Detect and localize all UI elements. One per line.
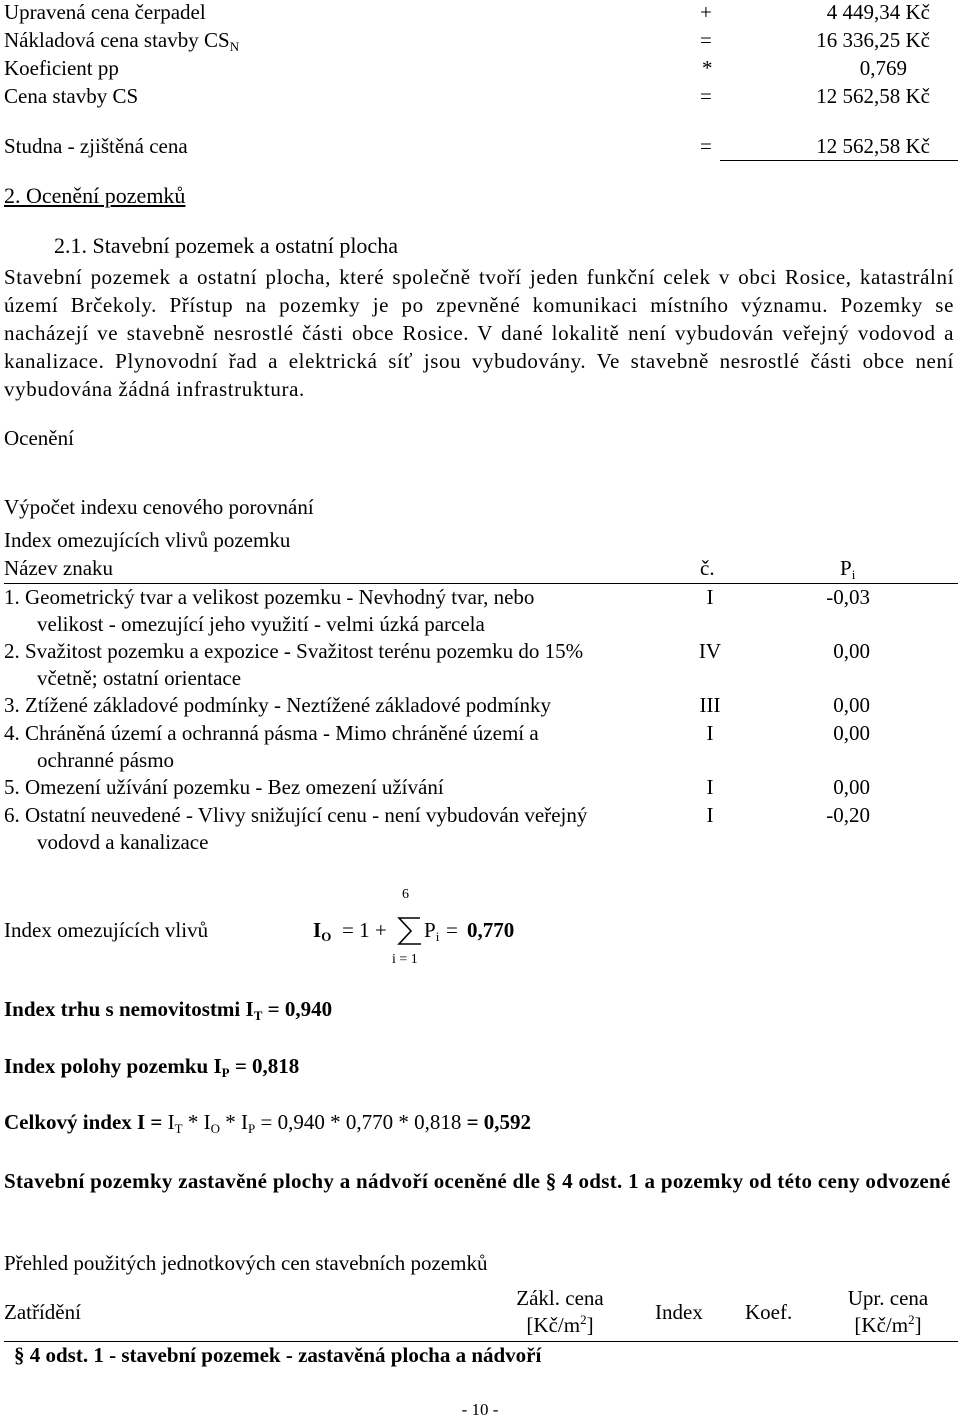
cost-row-label: Upravená cena čerpadel	[4, 0, 206, 24]
row-num: I	[706, 721, 714, 745]
cost-row-value: 0,769	[859, 56, 907, 80]
table-col-p: $P_i$	[840, 556, 856, 582]
row-value: 0,00	[833, 639, 870, 663]
cost-row-label: Nákladová cena stavby $CS_N$	[4, 28, 240, 54]
cost-row-value: 12 562,58 Kč	[816, 84, 930, 108]
sum-bottom: i = 1	[392, 952, 418, 967]
zastavene-heading: Stavební pozemky zastavěné plochy a nádvoří oceněné dle § 4 odst. 1 a pozemky od této ceny odvozené	[4, 1169, 951, 1193]
row-value: 0,00	[833, 693, 870, 717]
row-value: -0,03	[826, 585, 870, 609]
cost-row-op: +	[700, 0, 712, 24]
row-line1: 6. Ostatní neuvedené - Vlivy snižující cenu - není vybudován veřejný	[4, 803, 588, 827]
io-lhs: $I_O$	[313, 918, 332, 944]
prehled-heading: Přehled použitých jednotkových cen stavebních pozemků	[4, 1251, 488, 1275]
price-row-label: § 4 odst. 1 - stavební pozemek - zastavěná plocha a nádvoří	[14, 1343, 542, 1367]
cost-row-label: Cena stavby CS	[4, 84, 139, 108]
row-value: -0,20	[826, 803, 870, 827]
row-line2: ochranné pásmo	[37, 748, 175, 772]
cost-row-label: Koeficient pp	[4, 56, 119, 80]
row-line1: 3. Ztížené základové podmínky - Neztížené základové podmínky	[4, 693, 551, 717]
price-col-upr-2: $[Kč/m^2]$	[854, 1312, 922, 1337]
subsection-title: 2.1. Stavební pozemek a ostatní plocha	[54, 233, 398, 258]
row-num: IV	[698, 639, 722, 663]
index-heading: Index omezujících vlivů pozemku	[4, 528, 291, 552]
price-col-zakl-1: Zákl. cena	[516, 1286, 604, 1310]
table-col-num: č.	[700, 556, 715, 580]
description-paragraph: Stavební pozemek a ostatní plocha, které společně tvoří jeden funkční celek v obci Rosice, katastrální území Brčekoly. Přístup na pozemky je po zpevněné komunikaci místního významu. Pozemky se nacházejí ve stavebně nesrostlé části obce Rosice. V dané lokalitě není vybudován veřejný vodovod a kanalizace. Plynovodní řad a elektrická síť jsou vybudovány. Ve stavebně nesrostlé části obce není vybudována žádná infrastruktura.	[4, 265, 954, 401]
studna-value: 12 562,58 Kč	[816, 134, 930, 158]
row-line1: 5. Omezení užívání pozemku - Bez omezení užívání	[4, 775, 444, 799]
cost-row-op: *	[702, 56, 713, 80]
sum-symbol-icon	[396, 915, 424, 947]
sum-top: 6	[402, 887, 409, 902]
row-num: I	[706, 585, 714, 609]
table-col-name: Název znaku	[4, 556, 114, 580]
price-col-zakl-2: $[Kč/m^2]$	[526, 1312, 594, 1337]
vypocet-heading: Výpočet indexu cenového porovnání	[4, 495, 314, 519]
table-header-rule	[4, 583, 958, 584]
price-header-rule	[4, 1341, 958, 1342]
price-col-zatrideni: Zatřídění	[4, 1300, 81, 1324]
price-col-upr-1: Upr. cena	[847, 1286, 929, 1310]
row-line2: velikost - omezující jeho využití - velmi úzká parcela	[37, 612, 485, 636]
row-num: III	[699, 693, 721, 717]
index-trhu: Index trhu s nemovitostmi $I_T = 0,940$	[4, 997, 333, 1023]
row-line2: včetně; ostatní orientace	[37, 666, 242, 690]
cost-row-op: =	[700, 84, 712, 108]
cost-row-value: 4 449,34 Kč	[826, 0, 930, 24]
row-line1: 1. Geometrický tvar a velikost pozemku - Nevhodný tvar, nebo	[4, 585, 535, 609]
row-value: 0,00	[833, 721, 870, 745]
studna-op: =	[700, 134, 712, 158]
studna-underline	[720, 160, 958, 161]
row-line1: 2. Svažitost pozemku a expozice - Svažitost terénu pozemku do 15%	[4, 639, 584, 663]
row-num: I	[706, 803, 714, 827]
price-col-koef: Koef.	[745, 1300, 793, 1324]
index-polohy: Index polohy pozemku $I_P = 0,818$	[4, 1054, 300, 1080]
page-number: - 10 -	[461, 1400, 499, 1419]
io-eq2: =	[446, 918, 458, 942]
row-num: I	[706, 775, 714, 799]
cost-row-value: 16 336,25 Kč	[816, 28, 930, 52]
io-result: 0,770	[467, 918, 515, 942]
row-line1: 4. Chráněná území a ochranná pásma - Mimo chráněné území a	[4, 721, 539, 745]
io-eq: = 1 +	[342, 918, 387, 942]
studna-label: Studna - zjištěná cena	[4, 134, 188, 158]
io-term: $P_i$	[424, 918, 440, 944]
oceneni-heading: Ocenění	[4, 426, 74, 450]
row-line2: vodovd a kanalizace	[37, 830, 209, 854]
price-col-index: Index	[655, 1300, 703, 1324]
io-label: Index omezujících vlivů	[4, 918, 209, 942]
celkovy-index: Celkový index $I = I_T * I_O * I_P = 0,940 * 0,770 * 0,818 = 0,592$	[4, 1110, 532, 1136]
section-title: 2. Ocenění pozemků	[4, 183, 186, 208]
row-value: 0,00	[833, 775, 870, 799]
cost-row-op: =	[700, 28, 712, 52]
